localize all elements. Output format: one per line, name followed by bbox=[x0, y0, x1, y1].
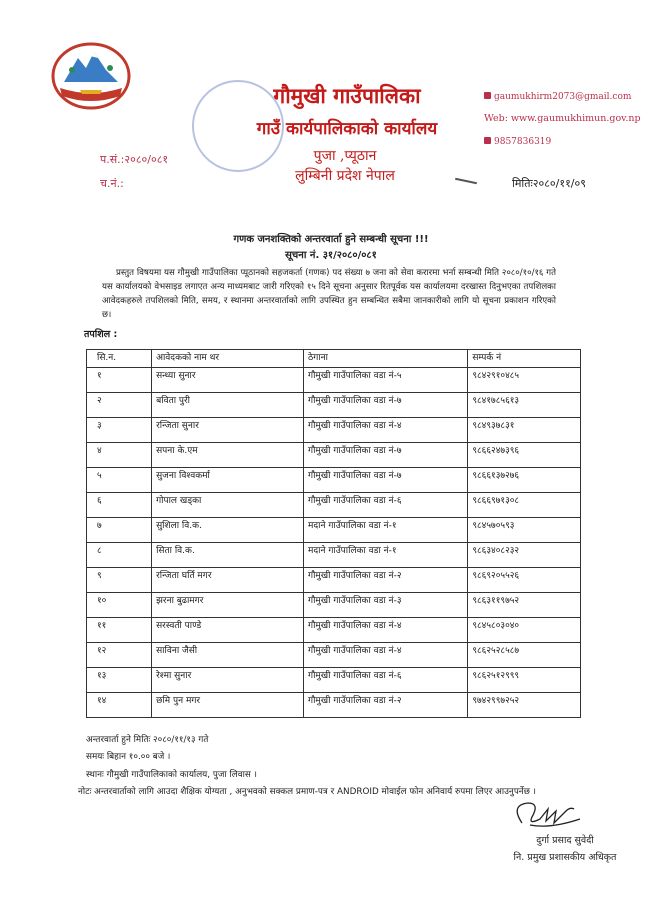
table-row bbox=[87, 543, 581, 568]
reference-number: प.सं.:२०८०/०८१ bbox=[100, 153, 169, 166]
contact-cell: ९८६२५२८५८७ bbox=[468, 643, 581, 668]
phone-icon bbox=[484, 137, 491, 144]
name-cell: सन्ध्या सुनार bbox=[152, 368, 304, 393]
contact-cell: ९८४५८०३०४० bbox=[468, 618, 581, 643]
office-location: पुजा ,प्यूठान bbox=[313, 148, 377, 164]
address-cell: गौमुखी गाउँपालिका वडा नं-४ bbox=[304, 643, 468, 668]
address-cell: गौमुखी गाउँपालिका वडा नं-५ bbox=[304, 368, 468, 393]
contact-cell: ९७४२९९७२५२ bbox=[468, 693, 581, 718]
table-row bbox=[87, 668, 581, 693]
document-date: मितिः२०८०/११/०९ bbox=[512, 177, 586, 190]
email-contact bbox=[484, 92, 631, 102]
signature-dash bbox=[455, 178, 477, 185]
address-cell: गौमुखी गाउँपालिका वडा नं-४ bbox=[304, 618, 468, 643]
name-cell: झरना बुढामगर bbox=[152, 593, 304, 618]
contact-cell: ९८६६९७१३०८ bbox=[468, 493, 581, 518]
office-province: लुम्बिनी प्रदेश नेपाल bbox=[295, 168, 395, 184]
office-subtitle: गाउँ कार्यपालिकाको कार्यालय bbox=[256, 119, 438, 139]
table-row bbox=[87, 568, 581, 593]
col-address-header: ठेगाना bbox=[304, 350, 468, 368]
table-row bbox=[87, 368, 581, 393]
address-cell: गौमुखी गाउँपालिका वडा नं-७ bbox=[304, 468, 468, 493]
name-cell: गोपाल खड्का bbox=[152, 493, 304, 518]
email-icon bbox=[484, 92, 491, 99]
notice-heading: गणक जनशक्तिको अन्तरवार्ता हुने सम्बन्धी सूचना !!! bbox=[233, 234, 429, 245]
serial-cell: १३ bbox=[87, 668, 152, 693]
serial-cell: १० bbox=[87, 593, 152, 618]
name-cell: सरस्वती पाण्डे bbox=[152, 618, 304, 643]
contact-cell: ९८६६१३७२७६ bbox=[468, 468, 581, 493]
address-cell: मदाने गाउँपालिका वडा नं-१ bbox=[304, 518, 468, 543]
web-contact: Web: www.gaumukhimun.gov.np bbox=[484, 113, 641, 124]
name-cell: रन्जिता सुनार bbox=[152, 418, 304, 443]
address-cell: मदाने गाउँपालिका वडा नं-१ bbox=[304, 543, 468, 568]
interview-note: नोटः अन्तरवार्ताको लागि आउदा शैक्षिक योग्यता , अनुभवको सक्कल प्रमाण-पत्र र ANDROID मोवाईल फोन अनिवार्य रुपमा लिएर आउनुपर्नेछ । bbox=[78, 787, 536, 797]
contact-cell: ९८४२९१०४८५ bbox=[468, 368, 581, 393]
contact-cell: ९८४५७०५९३ bbox=[468, 518, 581, 543]
table-row bbox=[87, 393, 581, 418]
nepal-emblem-logo bbox=[50, 38, 132, 110]
name-cell: सुशिला वि.क. bbox=[152, 518, 304, 543]
serial-cell: ९ bbox=[87, 568, 152, 593]
serial-cell: ११ bbox=[87, 618, 152, 643]
serial-cell: ३ bbox=[87, 418, 152, 443]
table-row bbox=[87, 518, 581, 543]
contact-cell: ९८६२५१२९९९ bbox=[468, 668, 581, 693]
address-cell: गौमुखी गाउँपालिका वडा नं-४ bbox=[304, 418, 468, 443]
address-cell: गौमुखी गाउँपालिका वडा नं-२ bbox=[304, 568, 468, 593]
applicant-table bbox=[86, 349, 581, 718]
table-header-row bbox=[87, 350, 581, 368]
address-cell: गौमुखी गाउँपालिका वडा नं-६ bbox=[304, 493, 468, 518]
col-contact-header: सम्पर्क नं bbox=[468, 350, 581, 368]
email-text: gaumukhirm2073@gmail.com bbox=[494, 92, 632, 102]
contact-cell: ९८६६२४७३९६ bbox=[468, 443, 581, 468]
serial-cell: २ bbox=[87, 393, 152, 418]
col-serial-header: सि.न. bbox=[87, 350, 152, 368]
serial-cell: १ bbox=[87, 368, 152, 393]
name-cell: रन्जिता घर्ति मगर bbox=[152, 568, 304, 593]
serial-cell: १४ bbox=[87, 693, 152, 718]
name-cell: सुजना विश्वकर्मा bbox=[152, 468, 304, 493]
interview-date: अन्तरवार्ता हुने मितिः २०८०/११/१३ गते bbox=[86, 735, 209, 745]
signer-name: दुर्गा प्रसाद सुवेदी bbox=[536, 835, 594, 846]
name-cell: सिता वि.क. bbox=[152, 543, 304, 568]
col-name-header: आवेदकको नाम थर bbox=[152, 350, 304, 368]
table-row bbox=[87, 468, 581, 493]
dispatch-number: च.नं.: bbox=[100, 177, 124, 190]
table-row bbox=[87, 618, 581, 643]
name-cell: सपना के.एम bbox=[152, 443, 304, 468]
signer-title: नि. प्रमुख प्रशासकीय अधिकृत bbox=[513, 852, 617, 863]
table-body bbox=[87, 368, 581, 718]
serial-cell: ८ bbox=[87, 543, 152, 568]
table-row bbox=[87, 693, 581, 718]
interview-time: समयः बिहान १०.०० बजे । bbox=[86, 752, 171, 762]
notice-body-text: प्रस्तुत विषयमा यस गौमुखी गाउँपालिका प्यूठानको सहजकर्ता (गणक) पद संख्या ७ जना को सेवा करारमा भर्ना सम्बन्धी मिति २०८०/१०/१६ गते यस कार्यालयको वेभसाइड लगाएत अन्य माध्यमबाट जारी गरिएको १५ दिने सूचना अनुसार रितपूर्वक यस कार्यालयमा दरखास्त दिनुभएका तपशिलका आवेदकहरुले तपशिलको मिति, समय, र स्थानमा अन्तरवार्ताको लागि उपस्थित हुन सम्बन्धित सबैमा जानकारीको लागि यो सूचना प्रकाशन गरिएको छ। bbox=[102, 268, 556, 320]
table-row bbox=[87, 643, 581, 668]
office-title: गौमुखी गाउँपालिका bbox=[273, 83, 421, 108]
address-cell: गौमुखी गाउँपालिका वडा नं-७ bbox=[304, 443, 468, 468]
table-row bbox=[87, 443, 581, 468]
interview-place: स्थानः गौमुखी गाउँपालिकाको कार्यालय, पुजा लिवास । bbox=[86, 770, 257, 780]
address-cell: गौमुखी गाउँपालिका वडा नं-२ bbox=[304, 693, 468, 718]
phone-contact bbox=[484, 137, 551, 147]
serial-cell: ५ bbox=[87, 468, 152, 493]
serial-cell: ७ bbox=[87, 518, 152, 543]
phone-text: 9857836319 bbox=[494, 137, 552, 147]
serial-cell: ४ bbox=[87, 443, 152, 468]
name-cell: साविना जैसी bbox=[152, 643, 304, 668]
address-cell: गौमुखी गाउँपालिका वडा नं-६ bbox=[304, 668, 468, 693]
table-row bbox=[87, 493, 581, 518]
name-cell: रेश्मा सुनार bbox=[152, 668, 304, 693]
contact-cell: ९८४१७८५६१३ bbox=[468, 393, 581, 418]
contact-cell: ९८६९२०५५२६ bbox=[468, 568, 581, 593]
contact-cell: ९८४९३७८३१ bbox=[468, 418, 581, 443]
serial-cell: १२ bbox=[87, 643, 152, 668]
notice-number: सूचना नं. ३१/२०८०/०८१ bbox=[285, 250, 377, 261]
contact-cell: ९८६३११९७५२ bbox=[468, 593, 581, 618]
name-cell: छमि पुन मगर bbox=[152, 693, 304, 718]
address-cell: गौमुखी गाउँपालिका वडा नं-३ bbox=[304, 593, 468, 618]
address-cell: गौमुखी गाउँपालिका वडा नं-७ bbox=[304, 393, 468, 418]
notice-body bbox=[102, 266, 556, 322]
details-label: तपशिल : bbox=[84, 329, 118, 340]
table-row bbox=[87, 593, 581, 618]
name-cell: बविता पुरी bbox=[152, 393, 304, 418]
table-row bbox=[87, 418, 581, 443]
contact-cell: ९८६३४०८२३२ bbox=[468, 543, 581, 568]
serial-cell: ६ bbox=[87, 493, 152, 518]
